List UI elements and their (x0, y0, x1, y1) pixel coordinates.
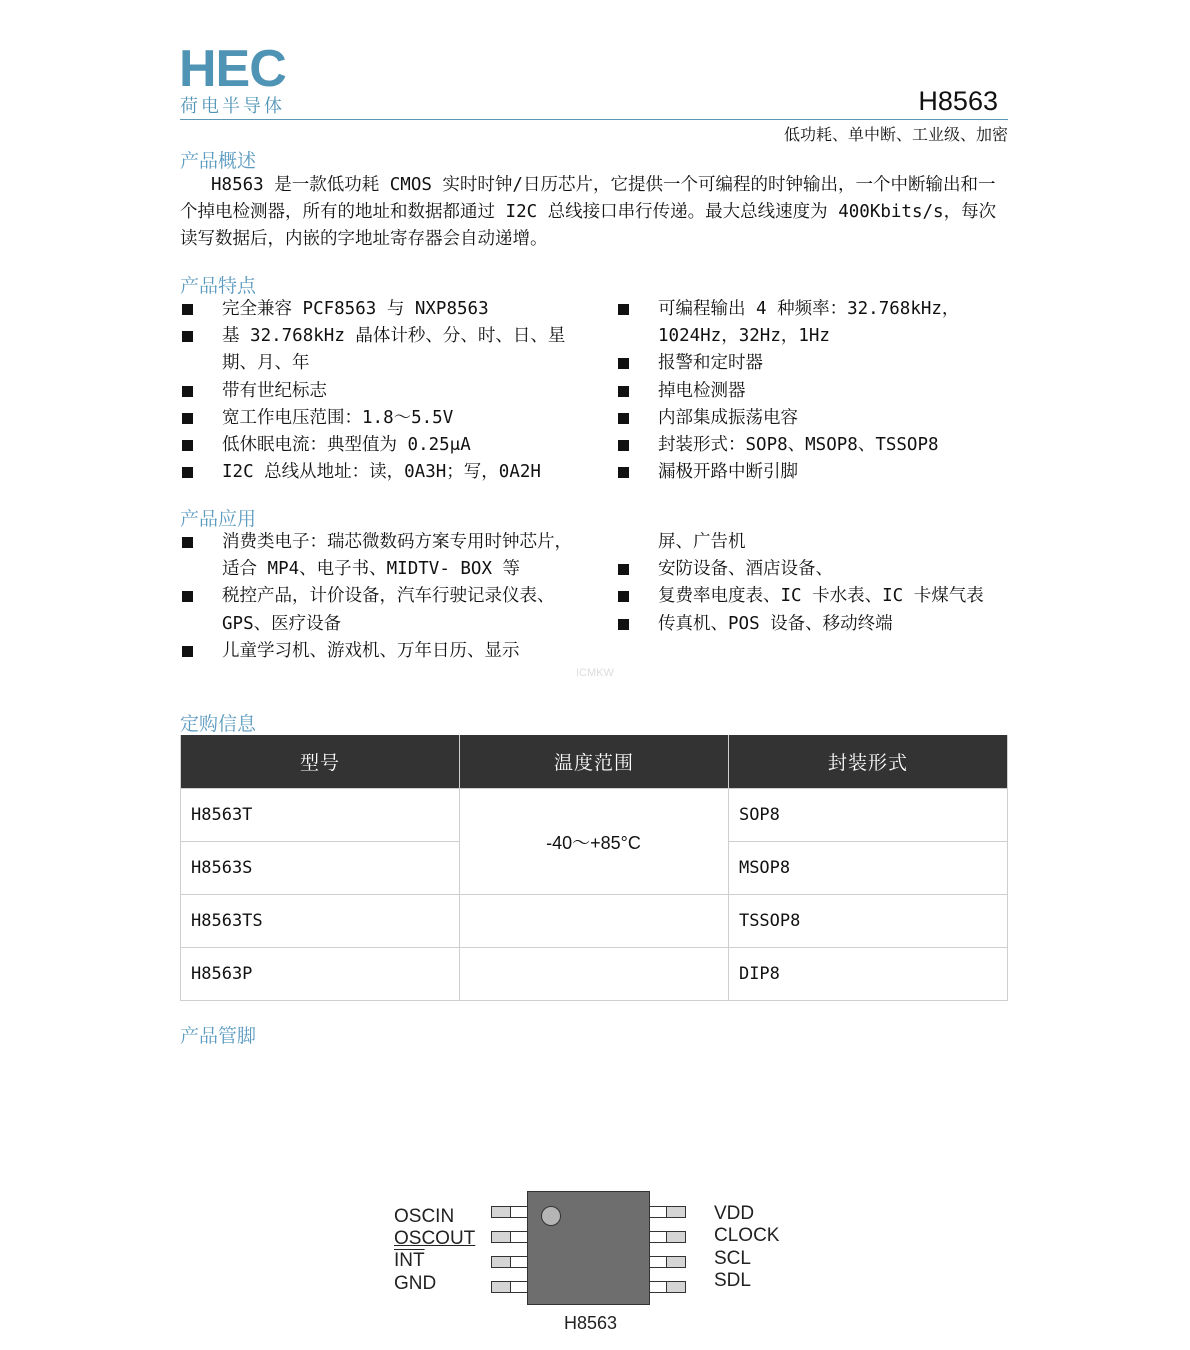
bullet-square-icon (182, 386, 193, 397)
application-item: 传真机、POS 设备、移动终端 (616, 611, 1016, 638)
bullet-square-icon (182, 440, 193, 451)
section-title-pinout: 产品管脚 (180, 1025, 257, 1047)
cell-model: H8563S (181, 842, 460, 895)
overview-paragraph (180, 172, 1010, 253)
bullet-square-icon (182, 331, 193, 342)
bullet-square-icon (182, 304, 193, 315)
feature-item: 内部集成振荡电容 (616, 405, 1008, 432)
watermark: ICMKW (576, 667, 614, 679)
section-title-applications: 产品应用 (180, 508, 257, 530)
application-item: 税控产品，计价设备，汽车行驶记录仪表、GPS、医疗设备 (180, 583, 580, 637)
feature-item: 基 32.768kHz 晶体计秒、分、时、日、星期、月、年 (180, 323, 580, 377)
cell-temp-empty (460, 895, 729, 948)
applications-list-right (616, 529, 1016, 638)
bullet-square-icon (618, 564, 629, 575)
application-item: 消费类电子：瑞芯微数码方案专用时钟芯片，适合 MP4、电子书、MIDTV- BOX 等 (180, 529, 580, 583)
chip-label: H8563 (564, 1313, 618, 1333)
feature-item: 漏极开路中断引脚 (616, 459, 1008, 486)
cell-model: H8563T (181, 789, 460, 842)
feature-item: 可编程输出 4 种频率：32.768kHz，1024Hz，32Hz，1Hz (616, 296, 1008, 350)
bullet-square-icon (618, 413, 629, 424)
pin-label-vdd: VDD (714, 1203, 755, 1224)
cell-model: H8563TS (181, 895, 460, 948)
bullet-square-icon (182, 591, 193, 602)
pinout-diagram (394, 1190, 794, 1340)
features-list-right (616, 296, 1008, 486)
column-header-temp: 温度范围 (460, 735, 729, 789)
feature-item: 低休眠电流：典型值为 0.25μA (180, 432, 580, 459)
cell-package: TSSOP8 (728, 895, 1007, 948)
section-title-ordering: 定购信息 (180, 713, 257, 735)
pin-lead (491, 1256, 528, 1268)
cell-model: H8563P (181, 948, 460, 1001)
pin-lead (491, 1231, 528, 1243)
logo-subtitle: 荷电半导体 (180, 96, 285, 117)
feature-item: I2C 总线从地址：读，0A3H；写，0A2H (180, 459, 580, 486)
application-item-continuation: 屏、广告机 (658, 532, 746, 552)
pin-lead (649, 1281, 686, 1293)
feature-item: 完全兼容 PCF8563 与 NXP8563 (180, 296, 580, 323)
bullet-square-icon (618, 440, 629, 451)
pin-lead (649, 1231, 686, 1243)
cell-temp-empty (460, 948, 729, 1001)
pin-lead (649, 1206, 686, 1218)
table-row (181, 895, 1008, 948)
pin-lead (491, 1281, 528, 1293)
bullet-square-icon (182, 467, 193, 478)
bullet-square-icon (618, 619, 629, 630)
bullet-square-icon (618, 467, 629, 478)
application-item: 复费率电度表、IC 卡水表、IC 卡煤气表 (616, 583, 1016, 610)
table-row (181, 948, 1008, 1001)
ordering-table (180, 735, 1008, 1001)
pin-label-oscout: OSCOUT (394, 1228, 476, 1249)
bullet-square-icon (182, 646, 193, 657)
applications-list-left (180, 529, 580, 665)
pin-label-scl: SCL (714, 1248, 751, 1269)
feature-item: 宽工作电压范围：1.8～5.5V (180, 405, 580, 432)
section-title-features: 产品特点 (180, 275, 257, 297)
column-header-package: 封装形式 (728, 735, 1007, 789)
table-row (181, 789, 1008, 842)
cell-package: MSOP8 (728, 842, 1007, 895)
bullet-square-icon (618, 358, 629, 369)
bullet-square-icon (182, 413, 193, 424)
table-header-row (181, 735, 1008, 789)
hec-logo: HEC (179, 40, 286, 98)
section-title-overview: 产品概述 (180, 150, 257, 172)
header-divider (180, 119, 1008, 120)
column-header-model: 型号 (181, 735, 460, 789)
feature-item: 报警和定时器 (616, 350, 1008, 377)
bullet-square-icon (182, 537, 193, 548)
bullet-square-icon (618, 304, 629, 315)
application-item: 安防设备、酒店设备、 (616, 556, 1016, 583)
pin-label-gnd: GND (394, 1273, 437, 1294)
pin-label-oscin: OSCIN (394, 1206, 455, 1227)
cell-temp-range: -40～+85°C (460, 789, 729, 895)
feature-item: 带有世纪标志 (180, 378, 580, 405)
features-list-left (180, 296, 580, 486)
cell-package: DIP8 (728, 948, 1007, 1001)
application-item: 儿童学习机、游戏机、万年日历、显示 (180, 638, 580, 665)
feature-item: 掉电检测器 (616, 378, 1008, 405)
feature-item: 封装形式：SOP8、MSOP8、TSSOP8 (616, 432, 1008, 459)
pin-label-sdl: SDL (714, 1270, 751, 1291)
part-number: H8563 (918, 86, 998, 116)
pin-label-clock: CLOCK (714, 1225, 780, 1246)
pin1-marker-icon (541, 1206, 561, 1226)
tagline: 低功耗、单中断、工业级、加密 (783, 125, 1008, 144)
pin-lead (491, 1206, 528, 1218)
bullet-square-icon (618, 386, 629, 397)
overview-text: H8563 是一款低功耗 CMOS 实时时钟/日历芯片，它提供一个可编程的时钟输出，一个中断输出和一个掉电检测器，所有的地址和数据都通过 I2C 总线接口串行传递。最大总线速度为 400Kbits/s，每次读写数据后，内嵌的字地址寄存器会自动递增。 (180, 175, 997, 249)
pin-label-int: $\overline{INT}$ (394, 1250, 425, 1271)
cell-package: SOP8 (728, 789, 1007, 842)
pin-lead (649, 1256, 686, 1268)
bullet-square-icon (618, 591, 629, 602)
